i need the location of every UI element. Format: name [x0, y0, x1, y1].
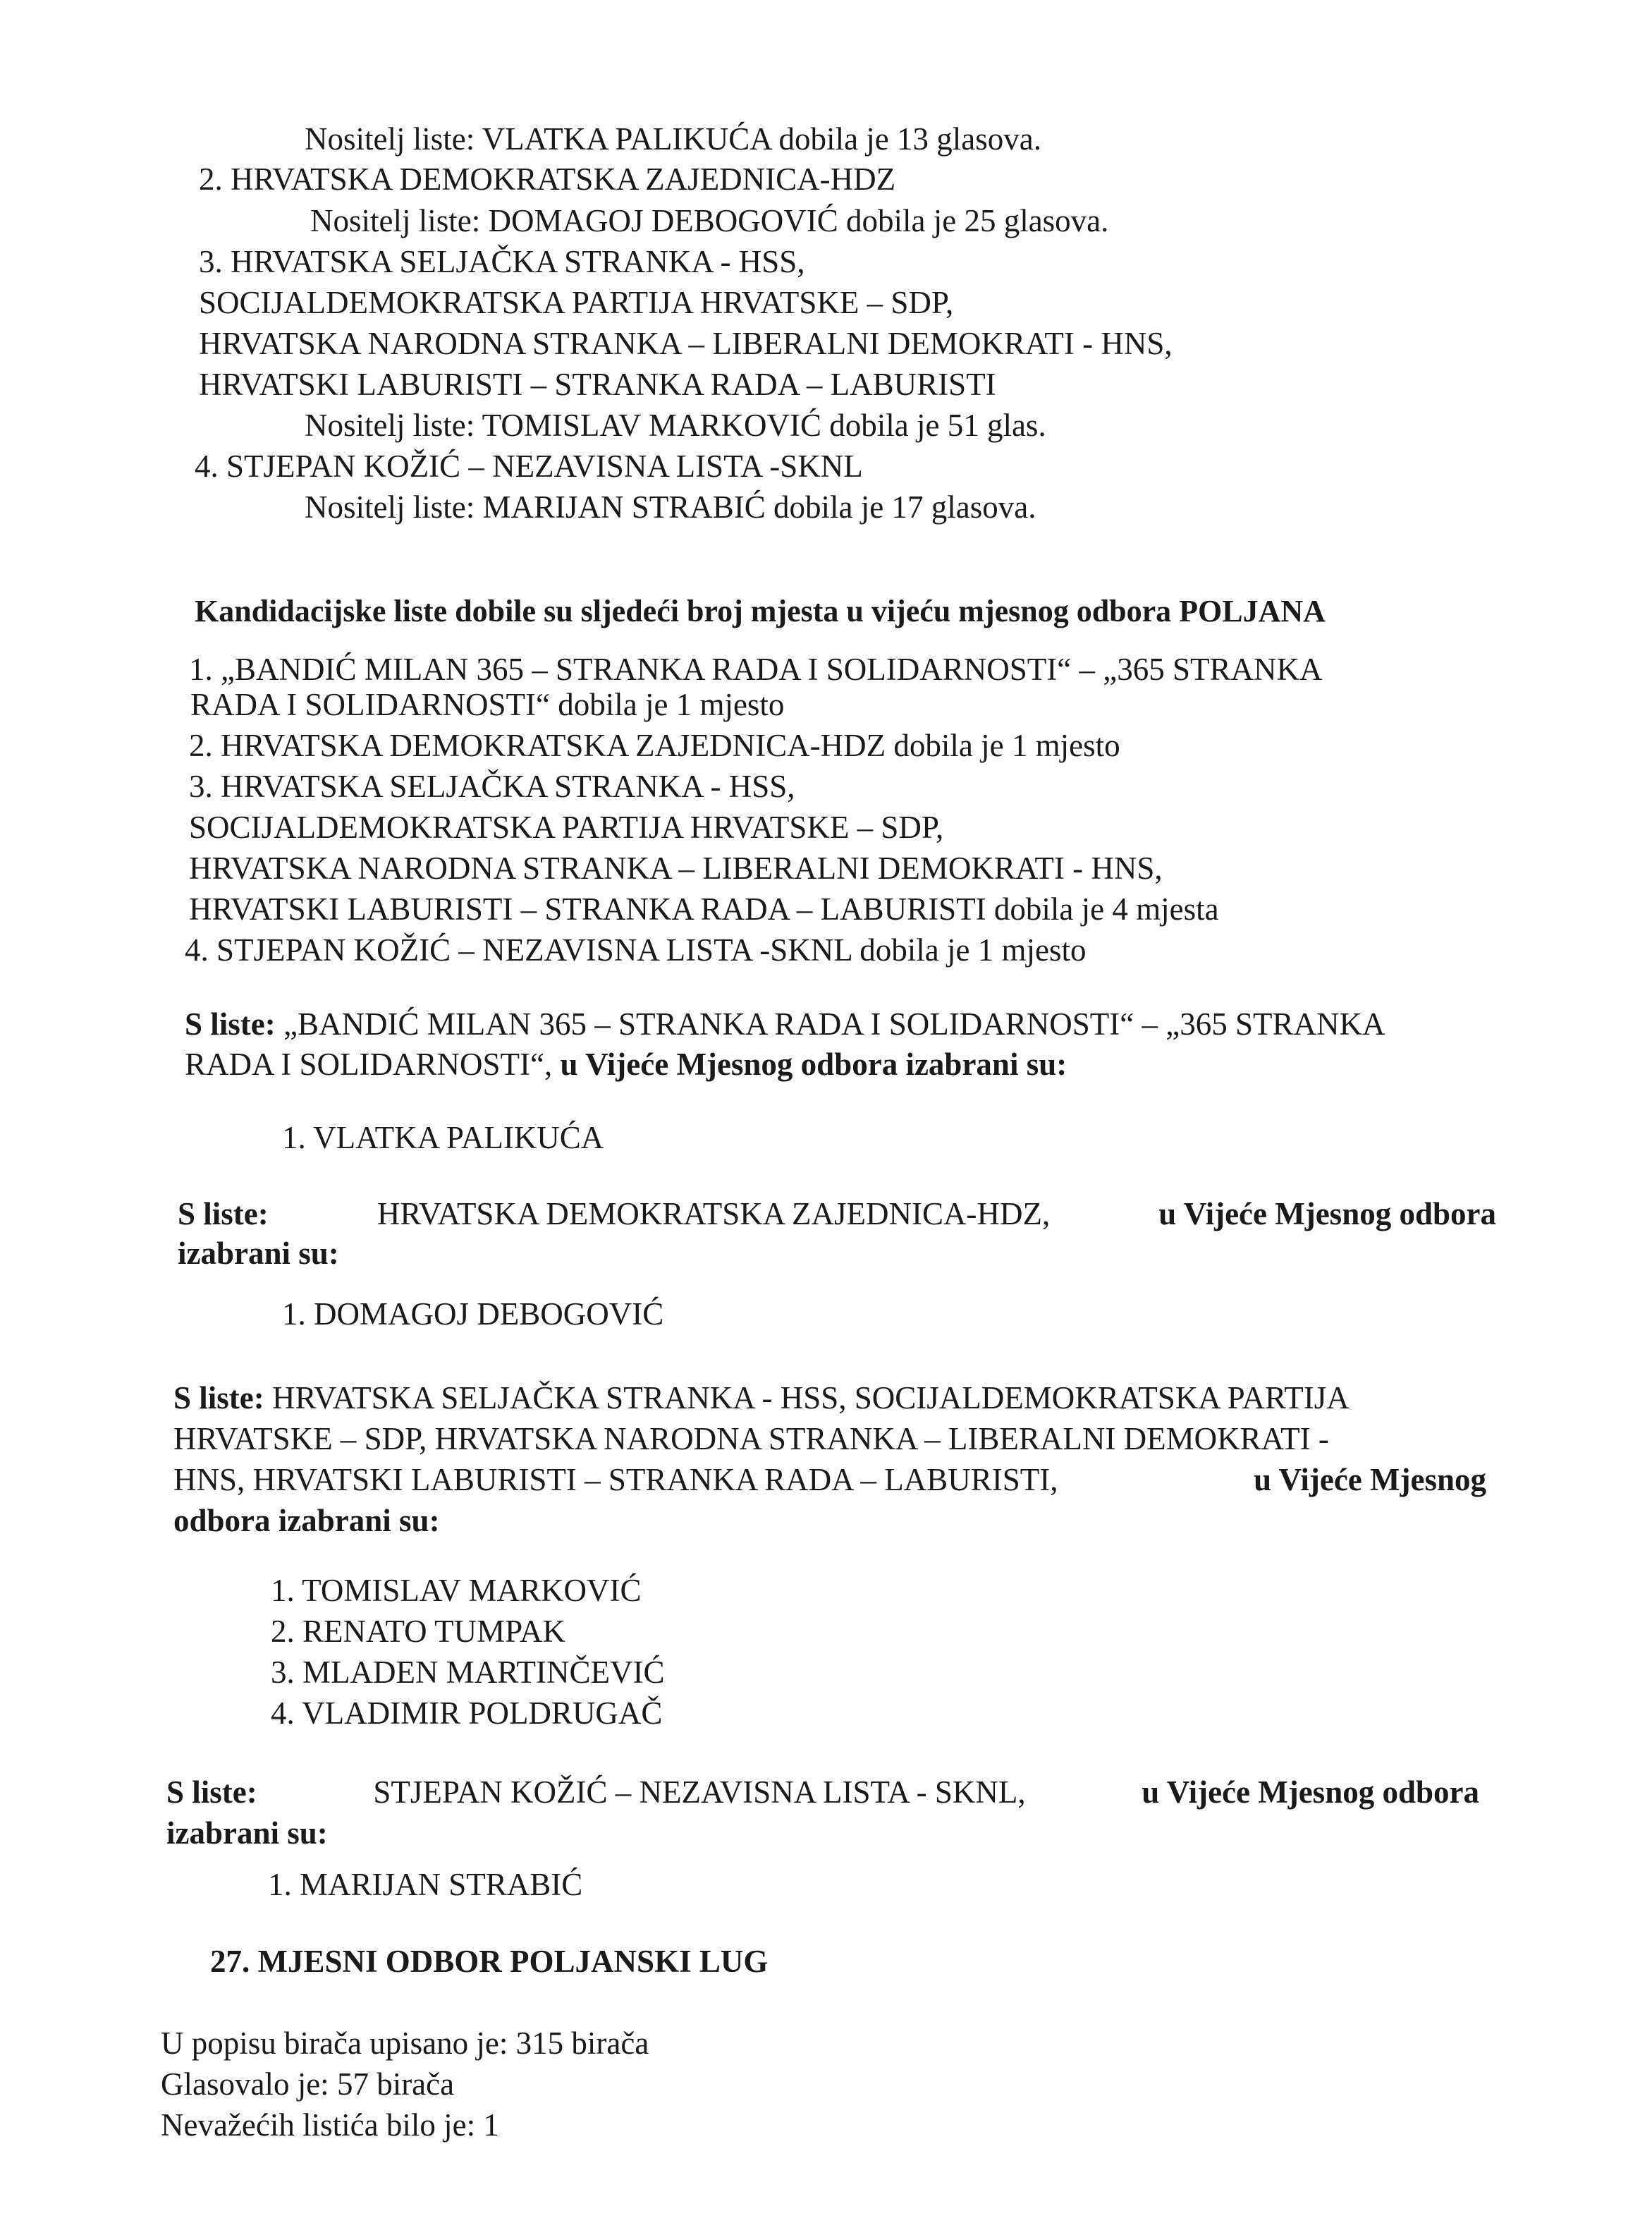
justified-line: [166, 1773, 1479, 1811]
elected-member: 1. MARIJAN STRABIĆ: [268, 1867, 583, 1902]
list-name: „BANDIĆ MILAN 365 – STRANKA RADA I SOLIDARNOSTI“ – „365 STRANKA: [283, 1006, 1385, 1042]
seats-line-text: 1. „BANDIĆ MILAN 365 – STRANKA RADA I SOLIDARNOSTI“ – „365 STRANKA: [189, 652, 1323, 687]
seats-line: HRVATSKA NARODNA STRANKA – LIBERALNI DEMOKRATI - HNS,: [189, 851, 1163, 886]
seats-line: HRVATSKI LABURISTI – STRANKA RADA – LABURISTI dobila je 4 mjesta: [189, 891, 1219, 927]
list-name: STJEPAN KOŽIĆ – NEZAVISNA LISTA - SKNL,: [373, 1774, 1026, 1810]
justified-line: [178, 1195, 1496, 1233]
list-name: HRVATSKA DEMOKRATSKA ZAJEDNICA-HDZ,: [377, 1196, 1051, 1231]
list-name: HNS, HRVATSKI LABURISTI – STRANKA RADA – LABURISTI,: [173, 1462, 1058, 1497]
party-line: 4. STJEPAN KOŽIĆ – NEZAVISNA LISTA -SKNL: [195, 449, 863, 484]
list-prefix: S liste:: [178, 1196, 269, 1231]
elected-block-2-line1: [178, 1195, 1496, 1233]
elected-block-1-line2: [185, 1045, 1067, 1083]
elected-member: 3. MLADEN MARTINČEVIĆ: [271, 1655, 665, 1690]
seats-line: SOCIJALDEMOKRATSKA PARTIJA HRVATSKE – SDP,: [189, 810, 944, 845]
list-holder-line: Nositelj liste: VLATKA PALIKUĆA dobila je 13 glasova.: [305, 121, 1041, 157]
elected-member: 4. VLADIMIR POLDRUGAČ: [271, 1695, 663, 1731]
justified-line: [173, 1461, 1486, 1499]
list-prefix: S liste:: [166, 1774, 257, 1810]
party-line: HRVATSKI LABURISTI – STRANKA RADA – LABURISTI: [199, 367, 996, 402]
elected-block-4-line1: [166, 1773, 1479, 1811]
seats-line: RADA I SOLIDARNOSTI“ dobila je 1 mjesto: [190, 687, 785, 722]
elected-member: 1. DOMAGOJ DEBOGOVIĆ: [282, 1296, 664, 1332]
list-prefix: S liste:: [173, 1380, 264, 1415]
voter-stat: Nevažećih listića bilo je: 1: [161, 2107, 499, 2143]
elected-block-3-line1: [173, 1379, 1350, 1417]
voter-stat: U popisu birača upisano je: 315 birača: [161, 2026, 649, 2061]
list-holder-line: Nositelj liste: MARIJAN STRABIĆ dobila je 17 glasova.: [305, 489, 1036, 525]
voter-stat: Glasovalo je: 57 birača: [161, 2066, 455, 2102]
elected-phrase: izabrani su:: [166, 1815, 328, 1851]
seats-line: 4. STJEPAN KOŽIĆ – NEZAVISNA LISTA -SKNL dobila je 1 mjesto: [185, 932, 1087, 968]
party-line: 3. HRVATSKA SELJAČKA STRANKA - HSS,: [199, 244, 805, 279]
seats-justified-line: [189, 650, 1506, 688]
elected-phrase: u Vijeće Mjesnog odbora: [1158, 1196, 1496, 1231]
list-prefix: S liste:: [185, 1006, 276, 1042]
party-line: SOCIJALDEMOKRATSKA PARTIJA HRVATSKE – SDP,: [199, 285, 954, 320]
list-name: RADA I SOLIDARNOSTI“,: [185, 1047, 553, 1082]
list-holder-line: Nositelj liste: DOMAGOJ DEBOGOVIĆ dobila je 25 glasova.: [310, 203, 1109, 238]
elected-member: 2. RENATO TUMPAK: [271, 1614, 566, 1649]
elected-block-3-line3: [173, 1461, 1486, 1499]
party-line: HRVATSKA NARODNA STRANKA – LIBERALNI DEMOKRATI - HNS,: [199, 326, 1173, 361]
seats-line: [189, 650, 1506, 688]
elected-phrase: u Vijeće Mjesnog odbora izabrani su:: [560, 1047, 1067, 1082]
elected-phrase: odbora izabrani su:: [173, 1503, 440, 1538]
section-heading: 27. MJESNI ODBOR POLJANSKI LUG: [210, 1944, 769, 1979]
list-name: HRVATSKA SELJAČKA STRANKA - HSS, SOCIJALDEMOKRATSKA PARTIJA: [272, 1380, 1350, 1415]
seats-heading: Kandidacijske liste dobile su sljedeći broj mjesta u vijeću mjesnog odbora POLJANA: [195, 594, 1326, 628]
elected-block-1-line1: [185, 1005, 1385, 1043]
elected-member: 1. VLATKA PALIKUĆA: [282, 1120, 604, 1155]
elected-phrase: u Vijeće Mjesnog odbora: [1142, 1774, 1479, 1810]
seats-line: 3. HRVATSKA SELJAČKA STRANKA - HSS,: [189, 769, 795, 804]
party-line: 2. HRVATSKA DEMOKRATSKA ZAJEDNICA-HDZ: [199, 162, 896, 197]
elected-block-3-line2: HRVATSKE – SDP, HRVATSKA NARODNA STRANKA – LIBERALNI DEMOKRATI -: [173, 1421, 1329, 1456]
seats-line: 2. HRVATSKA DEMOKRATSKA ZAJEDNICA-HDZ dobila je 1 mjesto: [189, 728, 1120, 763]
elected-phrase: u Vijeće Mjesnog: [1254, 1462, 1486, 1497]
elected-member: 1. TOMISLAV MARKOVIĆ: [271, 1573, 642, 1608]
list-holder-line: Nositelj liste: TOMISLAV MARKOVIĆ dobila je 51 glas.: [305, 408, 1046, 443]
elected-phrase: izabrani su:: [178, 1236, 339, 1271]
